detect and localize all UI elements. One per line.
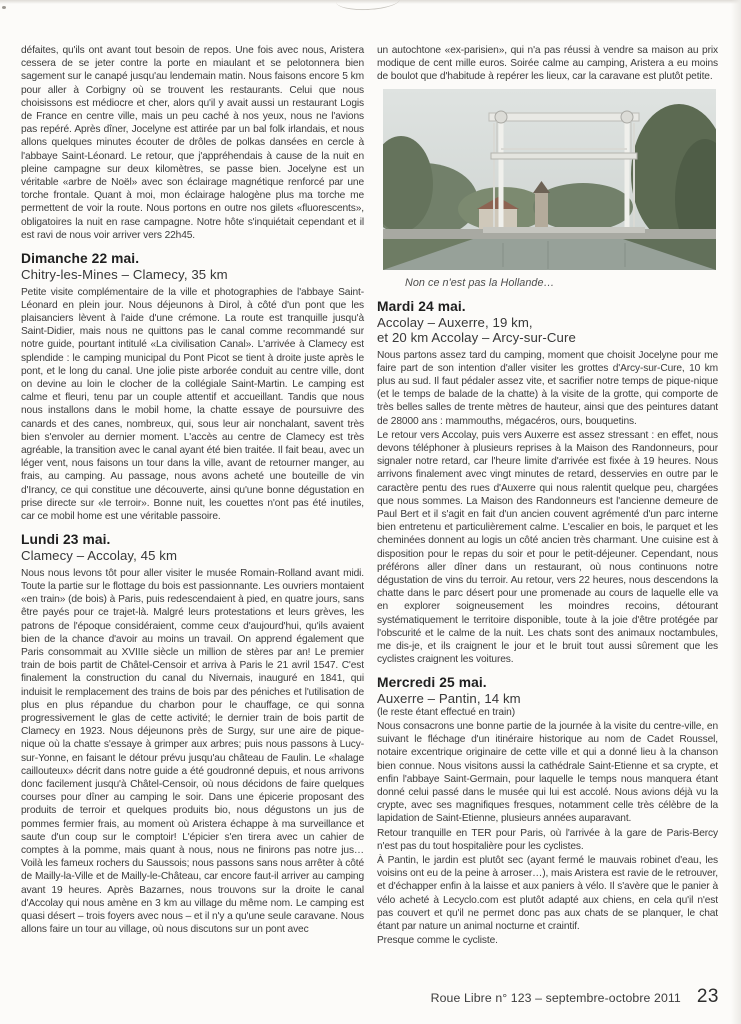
day-text-tuesday-2: Le retour vers Accolay, puis vers Auxerre est assez stressant : en effet, nous devons téléphoner à plusieurs reprises à la Maison des Randonneurs, pour signaler notre retard, car l'heure limite d'arrivée est fixée à 19 heures. Nous arrivons finalement avec vingt minutes de retard, desservies en outre par le caractère pentu des rues d'Auxerre qui nous ralentit quelque peu, chargées que nous sommes. La Maison des Randonneurs est l'ancienne demeure de Paul Bert et il s'agit en fait d'un ancien couvent agrémenté d'un parc interne bien entretenu et particulièrement calme. L'escalier en bois, le parquet et les cheminées donnent au logis un côté ancien très charmant. Une cuisine est à disposition pour le repas du soir et pour le petit-déjeuner. Cependant, nous préférons aller dîner dans un restaurant, où nous continuons notre dégustation de vins du terroir. Au retour, vers 22 heures, nous descendons la chatte dans le parc désert pour une promenade au cours de laquelle elle va en explorer soigneusement les moindres recoins, détourant systématiquement le territoire disponible, toute à la joie d'être protégée par l'obscurité et le calme de la nuit. Les chats sont des animaux noctambules, me dis-je, et ils craignent le jour et le bruit tout aussi sûrement que les cyclistes craignent les voitures. — [377, 429, 718, 666]
day-heading-sunday-22-may: Dimanche 22 mai. — [21, 251, 140, 267]
day-text-wednesday-1: Nous consacrons une bonne partie de la journée à la visite du centre-ville, en suivant le fléchage d'un itinéraire historique au nom de Cadet Roussel, notaire excentrique originaire de cette ville et qui a donné lieu à la chanson bien connue. Nous visitons aussi la cathédrale Saint-Etienne et sa crypte, et enfin l'abbaye Saint-Germain, pour laquelle le temps nous manquera étant donné celui passé dans le musée qui lui est accolé. Nous avions déjà vu la crypte, avec ses magnifiques fresques, notamment celle très célèbre de la lapidation de Saint-Etienne, plusieurs années auparavant. — [377, 720, 718, 825]
day-heading-monday-23-may: Lundi 23 mai. — [21, 532, 111, 548]
day-route-tuesday-line2: et 20 km Accolay – Arcy-sur-Cure — [377, 330, 576, 346]
day-route-wednesday: Auxerre – Pantin, 14 km — [377, 691, 521, 707]
journal-issue-line: Roue Libre n° 123 – septembre-octobre 2011 — [430, 991, 681, 1005]
day-route-tuesday-line1: Accolay – Auxerre, 19 km, — [377, 314, 533, 330]
photo-caption: Non ce n'est pas la Hollande… — [405, 276, 555, 289]
day-text-sunday: Petite visite complémentaire de la ville et photographies de l'abbaye Saint-Léonard en plein jour. Nous déjeunons à Dirol, à côté d'un pont que les plaisanciers lèvent à l'aide d'une crémone. La route est tranquille jusqu'à Saint-Didier, mais nous ne quittons pas le canal comme recommandé sur notre guide, pourtant intitulé «La civilisation Canal». L'arrivée à Clamecy est splendide : le camping municipal du Pont Picot se tient à droite juste après le pont, et le long du canal. Une jolie piste arborée conduit au centre ville, dont on devine au loin le clocher de la collégiale Saint-Martin. Le camping est calme et fleuri, tenu par un couple attentif et accueillant. Tandis que nous nous installons dans le mobil home, la chatte essaye de poursuivre des canards et des canes, nombreux, qui, sous leur air nonchalant, savent très bien s'envoler au dernier moment. L'accès au centre de Clamecy est très agréable, la transition avec le canal ayant été bien traitée. Il fait beau, avec un léger vent, nous faisons un tour dans la ville, avant de retourner manger, au frais, au camping. Au passage, nous avons acheté une bouteille de vin d'Irancy, ce qui constitue une découverte, ainsi qu'une bonne dégustation en prise directe sur «le terroir». Bonne nuit, les couettes n'ont pas été inutiles, car ce mobil home est une véritable passoire. — [21, 286, 364, 522]
left-column — [21, 44, 364, 937]
scan-edge-right — [731, 0, 741, 1024]
day-heading-tuesday-24-may: Mardi 24 mai. — [377, 298, 466, 314]
day-route-sunday: Chitry-les-Mines – Clamecy, 35 km — [21, 267, 228, 283]
right-column — [377, 44, 718, 948]
page-number: 23 — [696, 986, 719, 1007]
scan-speck — [2, 6, 6, 9]
page-curl-artifact — [336, 0, 401, 12]
day-text-wednesday-4: Presque comme le cycliste. — [377, 935, 498, 947]
lift-bridge-photo-illustration — [383, 89, 716, 270]
day-route-monday: Clamecy – Accolay, 45 km — [21, 548, 178, 564]
day-route-wednesday-note: (le reste étant effectué en train) — [377, 706, 515, 718]
intro-paragraph-right: un autochtone «ex-parisien», qui n'a pas réussi à vendre sa maison au prix modique de cent mille euros. Soirée calme au camping, Aristera a eu moins de boulot que d'habitude à repérer les lieux, car la caravane est plutôt petite. — [377, 45, 718, 83]
day-text-wednesday-3: À Pantin, le jardin est plutôt sec (ayant fermé le mauvais robinet d'eau, les voisins ont eu de la peine à arroser…), mais Aristera est ravie de le retrouver, et d'échapper enfin à la laisse et aux paniers à vélo. Il s'avère que le panier à vélo acheté à Lecyclo.com est plutôt adapté aux chiens, en cela qu'il n'est pas couvert et qu'il ne permet donc pas aux chats de se planquer, le chat étant par nature un animal nocturne et craintif. — [377, 855, 718, 933]
day-text-tuesday-1: Nous partons assez tard du camping, moment que choisit Jocelyne pour me faire part de son intention d'aller visiter les grottes d'Arcy-sur-Cure, 10 km plus au sud. Il faut pédaler assez vite, et sacrifier notre temps de pique-nique (et le temps de balade de la chatte) à la visite de la grotte, qui comporte de très belles salles de trente mètres de hauteur, ainsi que des peintures datant de 28000 ans : mammouths, mégacéros, ours, bouquetins. — [377, 349, 718, 427]
page-footer — [431, 986, 719, 1008]
day-heading-wednesday-25-may: Mercredi 25 mai. — [377, 675, 487, 691]
lift-bridge-photo — [383, 89, 716, 289]
intro-paragraph-left: défaites, qu'ils ont avant tout besoin de repos. Une fois avec nous, Aristera cessera de se jeter contre la porte en miaulant et se pelotonnera bien sagement sur le canapé jusqu'au lendemain matin. Nous faisons encore 5 km pour aller à Corbigny où se trouvent les restaurants. Celui que nous choisissons est médiocre et cher, alors qu'il y avait aussi un restaurant Logis de France en centre ville, mais un peu caché à nos yeux, nous ne l'avions pas repéré. Après dîner, Jocelyne est attirée par un bal folk irlandais, et nous allons quelques minutes écouter de drôles de polkas dansées en cercle à l'abbaye Saint-Léonard. Le retour, que j'appréhendais à cause de la nuit en pleine campagne sur deux kilomètres, se passe bien. Jocelyne est un véritable «arbre de Noël» avec son éclairage magnétique renforcé par une torche frontale. Quant à moi, mon éclairage halogène plus ma torche me permettent de voir la route. Nous portons en outre nos gilets «fluorescents», obligatoires la nuit en rase campagne. Notre hôte s'inquiétait cependant et il est ravi de nous voir arriver vers 22h45. — [21, 45, 364, 241]
day-text-monday: Nous nous levons tôt pour aller visiter le musée Romain-Rolland avant midi. Toute la partie sur le flottage du bois est passionnante. Les ouvriers montaient «en train» (de bois) à Paris, puis redescendaient à pied, en quatre jours, sans être payés pour ce trajet-là. Malgré leurs protestations et leurs grèves, les patrons de l'époque considéraient, comme ceux d'aujourd'hui, qu'ils avaient bien de la chance d'avoir au moins un travail. On apprend également que Paris consommait au XVIIIe siècle un million de stères par an! Le premier train de bois partit de Châtel-Censoir et arriva à Paris le 21 avril 1547. C'est finalement la construction du canal du Nivernais, inauguré en 1841, qui induisit le remplacement des trains de bois par des péniches et l'utilisation de plus en plus répandue du charbon pour le chauffage, ce qui sonna progressivement le glas de cette activité; le dernier train de bois partit de Clamecy en 1923. Nous déjeunons près de Surgy, sur une aire de pique-nique où la chatte s'essaye à grimper aux arbres; puis nous passons à Lucy-sur-Yonne, en faisant le détour prévu jusqu'au château de Faulin. Le «halage caillouteux» décrit dans notre guide a été goudronné depuis, et nous arrivons donc facilement jusqu'à Châtel-Censoir, où nous décidons de faire quelques courses pour dîner au camping le soir. Dans une épicerie proposant des produits de terroir et quelques produits bio, nous dégustons un jus de pommes fermier frais, au moment où Aristera échappe à ma surveillance et saute d'un coup sur le comptoir! L'épicier s'en tirera avec un cahier de comptes à la pomme, mais quant à nous, nous ne finirons pas notre jus… Voilà les fameux rochers du Saussois; nous passons sans nous arrêter à côté de Mailly-la-Ville et de Mailly-le-Château, car encore faut-il arriver au camping avant 19 heures. Après Bazarnes, nous trouvons sur la droite le canal d'Accolay qui nous amène en 3 km au village du même nom. Le camping est quasi désert – trois foyers avec nous – et il n'y a qu'une seule caravane. Nous allons faire un tour au village, où nous discutons sur un pont avec — [21, 567, 364, 936]
day-text-wednesday-2: Retour tranquille en TER pour Paris, où l'arrivée à la gare de Paris-Bercy n'est pas du tout hospitalière pour les cyclistes. — [377, 827, 718, 852]
